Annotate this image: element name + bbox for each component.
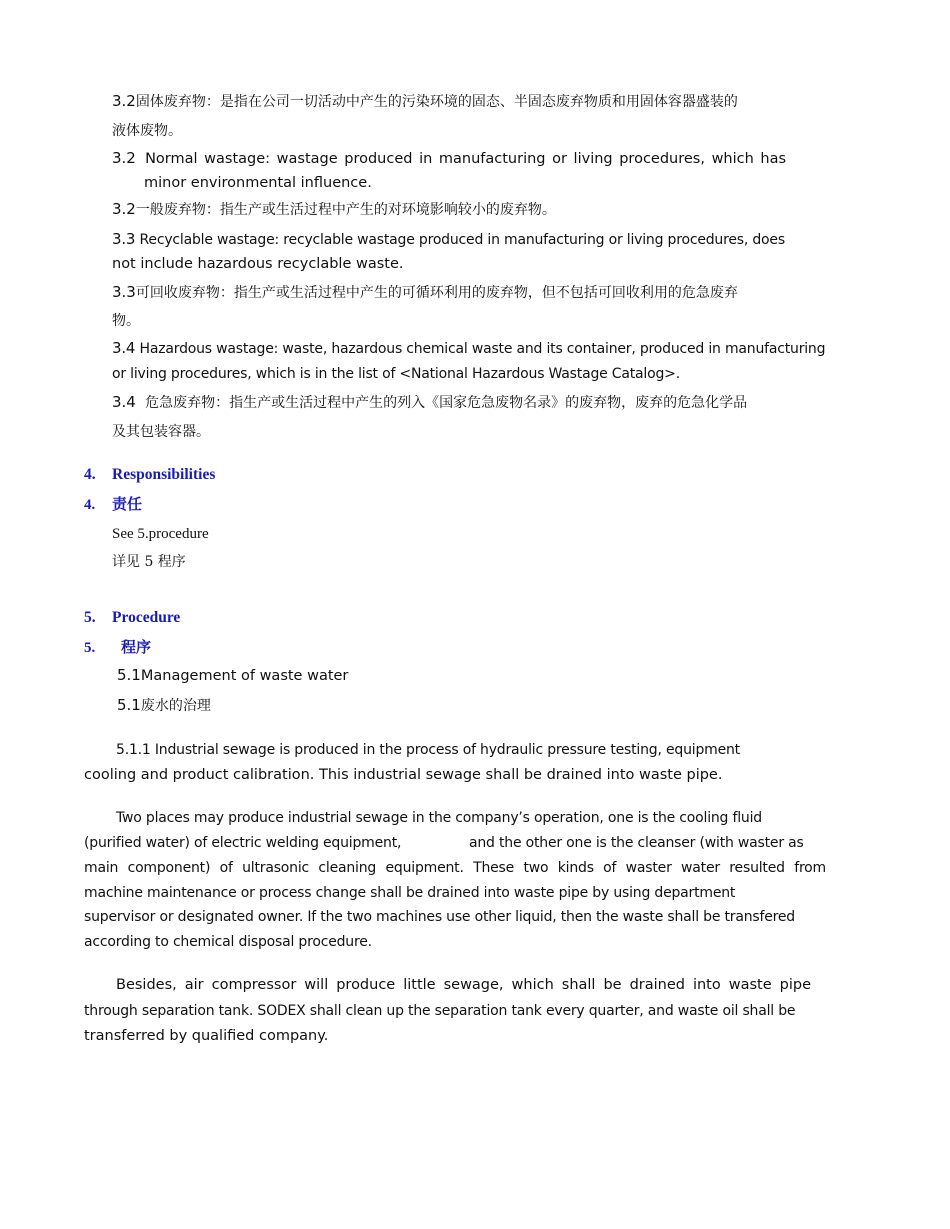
- clause-text: 固体废弃物：是指在公司一切活动中产生的污染环境的固态、半固态废弃物质和用固体容器盛装的: [135, 94, 738, 110]
- section-number: 5.: [84, 640, 96, 656]
- para-two-places-line2a: (purified water) of electric welding equipment,: [84, 835, 402, 851]
- section-title: 责任: [112, 495, 143, 513]
- def-3-3-recyclable-en-line2: not include hazardous recyclable waste.: [112, 256, 404, 272]
- def-3-4-hazardous-cn-line1: [112, 392, 747, 413]
- def-3-2-normal-en-line1: [112, 148, 786, 169]
- para-two-places-line5: supervisor or designated owner. If the two machines use other liquid, then the waste shall be transfered: [84, 909, 795, 925]
- section-title: Responsibilities: [112, 466, 216, 483]
- para-two-places-line4: machine maintenance or process change shall be drained into waste pipe by using department: [84, 885, 736, 901]
- section-4-body-en: See 5.procedure: [112, 526, 209, 542]
- section-4-heading-en: [84, 465, 215, 485]
- para-besides-line2: through separation tank. SODEX shall clean up the separation tank every quarter, and waste oil shall be: [84, 1003, 796, 1019]
- clause-text: 一般废弃物：指生产或生活过程中产生的对环境影响较小的废弃物。: [135, 202, 556, 218]
- section-5-heading-en: [84, 608, 180, 628]
- clause-number: 3.3: [112, 230, 136, 248]
- clause-text: Management of waste water: [140, 668, 349, 684]
- section-number: 5.: [84, 609, 96, 626]
- clause-number: 3.3: [112, 283, 136, 301]
- def-3-4-hazardous-en-line1: [112, 338, 825, 359]
- clause-number: 3.4: [112, 393, 136, 411]
- clause-text: Recyclable wastage: recyclable wastage produced in manufacturing or living procedures, does: [139, 232, 785, 248]
- def-3-2-solid-cn-line2: 液体废物。: [112, 123, 182, 139]
- subsection-5-1-cn: [117, 695, 211, 716]
- clause-number: 3.2: [112, 200, 136, 218]
- def-3-4-hazardous-en-line2: or living procedures, which is in the list of <National Hazardous Wastage Catalog>.: [112, 366, 680, 382]
- para-two-places-line2b: and the other one is the cleanser (with waster as: [469, 835, 804, 851]
- def-3-4-hazardous-cn-line2: 及其包装容器。: [112, 424, 210, 440]
- subsection-5-1-en: [117, 665, 348, 686]
- clause-text: Hazardous wastage: waste, hazardous chemical waste and its container, produced in manufacturing: [139, 341, 826, 357]
- def-3-2-normal-cn: [112, 199, 556, 220]
- clause-text: 废水的治理: [140, 698, 211, 714]
- section-4-body-cn: 详见 5 程序: [112, 554, 186, 570]
- section-title: Procedure: [112, 609, 181, 626]
- clause-text: 危急废弃物：指生产或生活过程中产生的列入《国家危急废物名录》的废弃物，废弃的危急化学品: [145, 395, 748, 411]
- def-3-3-recyclable-cn-line1: [112, 282, 738, 303]
- clause-number: 3.2: [112, 149, 136, 167]
- para-besides-line1: Besides, air compressor will produce little sewage, which shall be drained into waste pipe: [116, 977, 811, 993]
- para-two-places-line3: main component) of ultrasonic cleaning equipment. These two kinds of waster water resulted from: [84, 860, 826, 876]
- para-two-places-line1: Two places may produce industrial sewage in the company’s operation, one is the cooling fluid: [116, 810, 762, 826]
- section-number: 4.: [84, 497, 96, 513]
- clause-text: 可回收废弃物：指生产或生活过程中产生的可循环利用的废弃物，但不包括可回收利用的危急废弃: [135, 285, 738, 301]
- def-3-3-recyclable-en-line1: [112, 229, 785, 250]
- para-5-1-1-line2: cooling and product calibration. This industrial sewage shall be drained into waste pipe.: [84, 767, 723, 783]
- def-3-2-normal-en-line2: minor environmental influence.: [144, 175, 372, 191]
- clause-number: 5.1: [117, 666, 141, 684]
- para-two-places-line6: according to chemical disposal procedure.: [84, 934, 372, 950]
- section-title: 程序: [121, 638, 152, 656]
- def-3-3-recyclable-cn-line2: 物。: [112, 313, 140, 329]
- clause-number: 5.1: [117, 696, 141, 714]
- para-besides-line3: transferred by qualified company.: [84, 1028, 329, 1044]
- clause-number: 3.4: [112, 339, 136, 357]
- clause-text: Normal wastage: wastage produced in manufacturing or living procedures, which has: [145, 151, 787, 167]
- section-5-heading-cn: [84, 637, 151, 658]
- section-4-heading-cn: [84, 494, 142, 515]
- def-3-2-solid-cn-line1: [112, 91, 738, 112]
- para-5-1-1-line1: 5.1.1 Industrial sewage is produced in the process of hydraulic pressure testing, equipment: [116, 742, 740, 758]
- section-number: 4.: [84, 466, 96, 483]
- clause-number: 3.2: [112, 92, 136, 110]
